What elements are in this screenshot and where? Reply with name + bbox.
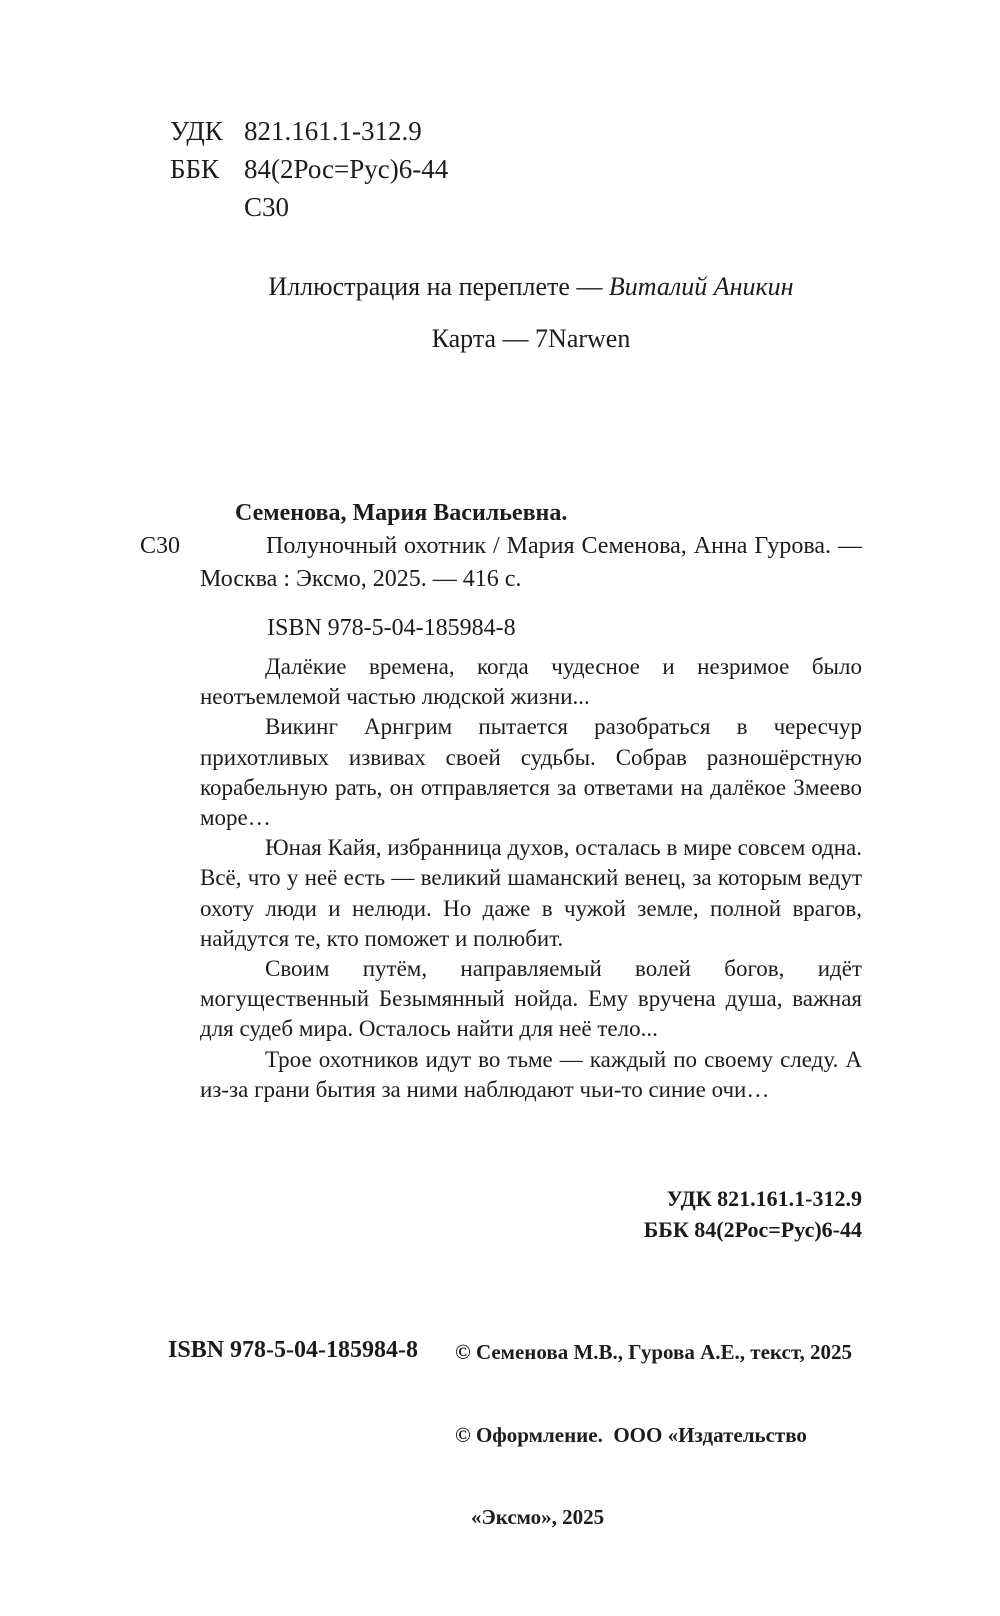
copyright-block — [455, 1284, 852, 1587]
annotation-block — [200, 652, 862, 1105]
book-code-row — [170, 188, 448, 226]
credits-block — [200, 272, 862, 354]
isbn-bottom: ISBN 978-5-04-185984-8 — [168, 1337, 418, 1363]
biblio-description: Полуночный охотник / Мария Семенова, Анна Гурова. — Москва : Эксмо, 2025. — 416 с. — [200, 533, 862, 592]
illustration-credit-author: Виталий Аникин — [608, 272, 794, 301]
annotation-paragraph: Трое охотников идут во тьме — каждый по своему следу. А из-за грани бытия за ними наблюдают чьи-то синие очи… — [200, 1046, 862, 1102]
bbk-row — [170, 150, 448, 188]
annotation-paragraph: Викинг Арнгрим пытается разобраться в чересчур прихотливых извивах своей судьбы. Собрав разношёрстную корабельную рать, он отправляется за ответами на далёкое Змеево море… — [200, 714, 862, 831]
biblio-author: Семенова, Мария Васильевна. — [235, 500, 568, 526]
classification-codes — [170, 112, 448, 226]
copyright-text-line: © Семенова М.В., Гурова А.Е., текст, 2025 — [455, 1340, 853, 1364]
annotation-paragraph: Своим путём, направляемый волей богов, идёт могущественный Безымянный нойда. Ему вручена душа, важная для судеб мира. Осталось найти для неё тело... — [200, 956, 862, 1042]
biblio-code: С30 — [140, 533, 181, 559]
bbk-label: ББК — [170, 154, 220, 184]
map-credit: Карта — 7Narwen — [431, 324, 631, 353]
copyright-design-line: © Оформление. ООО «Издательство — [455, 1422, 807, 1447]
biblio-description-row — [140, 530, 862, 596]
footer-classification-codes — [644, 1183, 862, 1245]
annotation-paragraph: Далёкие времена, когда чудесное и незримое было неотъемлемой частью людской жизни... — [200, 654, 862, 710]
udk-label: УДК — [170, 116, 223, 146]
illustration-credit — [200, 272, 862, 302]
bbk-value: 84(2Рос=Рус)6-44 — [244, 154, 449, 184]
udk-value: 821.161.1-312.9 — [244, 116, 422, 146]
copyright-publisher-line: «Эксмо», 2025 — [471, 1505, 605, 1529]
annotation-paragraph: Юная Кайя, избранница духов, осталась в мире совсем одна. Всё, что у неё есть — великий шаманский венец, за которым ведут охоту люди и нелюди. Но даже в чужой земле, полной врагов, найдутся те, кто поможет и полюбит. — [200, 835, 862, 951]
biblio-isbn: ISBN 978-5-04-185984-8 — [267, 615, 516, 641]
book-code: С30 — [244, 192, 290, 222]
footer-udk: УДК 821.161.1-312.9 — [666, 1186, 862, 1211]
bibliographic-entry — [140, 497, 862, 645]
illustration-credit-prefix: Иллюстрация на переплете — — [268, 272, 609, 301]
udk-row — [170, 112, 448, 150]
footer-bbk: ББК 84(2Рос=Рус)6-44 — [643, 1217, 862, 1242]
